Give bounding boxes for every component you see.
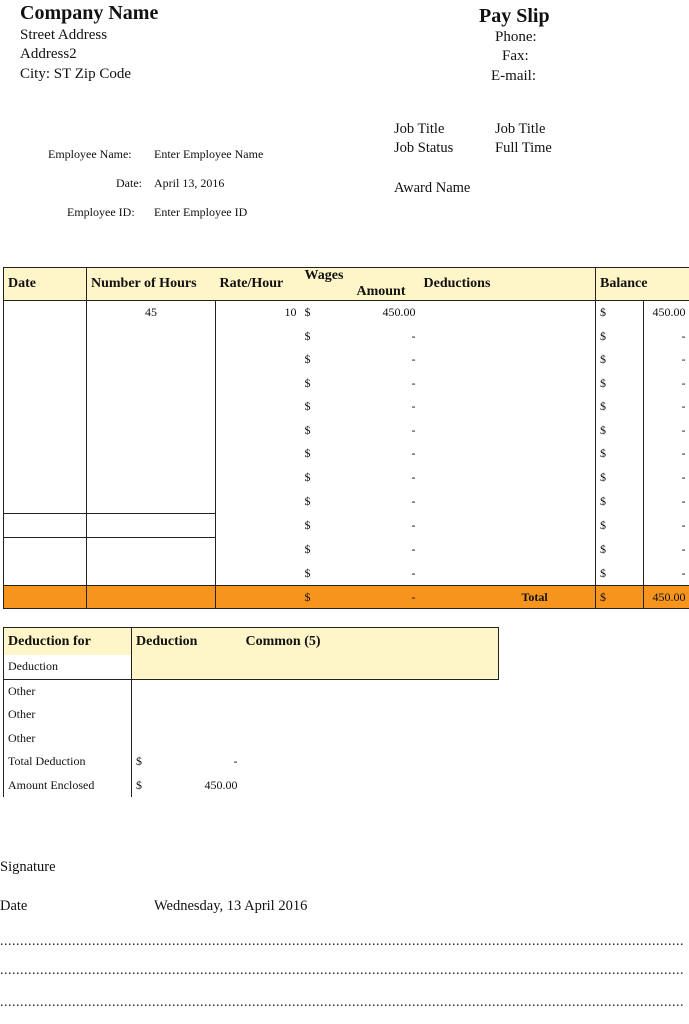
pay-row-amount: - [411,542,416,556]
pay-row-balance: - [644,489,689,513]
amount-enclosed-row [4,774,499,798]
pay-row-rate [216,395,301,419]
pay-row-hours [87,489,216,513]
pay-row-date [4,395,87,419]
deduction-other-label: Other [4,703,132,727]
pay-table-header [4,268,689,301]
pay-row-currency: $ [304,517,311,532]
deduction-other-label: Other [4,727,132,751]
signature-date-value: Wednesday, 13 April 2016 [154,898,308,914]
pay-row-date [4,466,87,490]
pay-row-date [4,372,87,396]
pay-row [4,395,689,419]
city-state-zip: City: ST Zip Code [20,66,131,82]
pay-row-balance: - [644,348,689,372]
pay-slip-title: Pay Slip [479,5,550,27]
pay-row-rate [216,348,301,372]
pay-row-rate [216,562,301,586]
pay-row-currency: $ [304,328,311,343]
pay-row-balance-currency: $ [596,348,644,372]
pay-row-currency: $ [304,565,311,580]
job-title-label: Job Title [394,121,445,137]
pay-row-deductions [420,562,596,586]
amount-enclosed-label: Amount Enclosed [4,774,132,798]
job-status-label: Job Status [394,140,454,156]
signature-label: Signature [0,859,56,875]
pay-row-amount: - [411,375,416,390]
col-hours-header: Number of Hours [87,268,216,301]
pay-row-date [4,513,87,538]
pay-row-balance: - [644,513,689,538]
pay-row-balance: - [644,325,689,349]
pay-row-currency: $ [304,399,311,414]
pay-row-balance-currency: $ [596,513,644,538]
pay-row-balance: - [644,466,689,490]
signature-date-label: Date [0,898,28,914]
pay-row-deductions [420,489,596,513]
job-title-value[interactable]: Job Title [495,121,546,137]
pay-row-balance-currency: $ [596,325,644,349]
pay-row-hours [87,348,216,372]
pay-row [4,466,689,490]
pay-row-amount: - [411,446,416,461]
pay-row [4,372,689,396]
deduction-other-label: Other [4,679,132,703]
pay-row-balance: - [644,538,689,562]
pay-row-amount: - [411,399,416,414]
signature-line-3[interactable]: ........................................................................................................................................................................... [0,995,684,1010]
pay-row-currency: $ [304,305,311,320]
pay-row-balance-currency: $ [596,562,644,586]
pay-row-hours: 45 [87,301,216,325]
employee-id-value[interactable]: Enter Employee ID [154,205,248,219]
pay-row-hours [87,466,216,490]
pay-row-deductions [420,372,596,396]
total-deduction-cell [132,750,242,774]
pay-row-deductions [420,325,596,349]
total-balance-currency: $ [596,586,644,609]
deduction-table-header [4,628,499,656]
deduction-subheader-blank [132,655,242,679]
pay-row-balance-currency: $ [596,419,644,443]
pay-row-rate [216,442,301,466]
deduction-table [3,627,499,797]
pay-row-date [4,325,87,349]
pay-row-date [4,489,87,513]
pay-row-date [4,562,87,586]
col-balance-header: Balance [596,268,689,301]
pay-row-rate [216,466,301,490]
pay-row-deductions [420,395,596,419]
employee-name-value[interactable]: Enter Employee Name [154,147,264,161]
pay-row [4,442,689,466]
col-rate-header: Rate/Hour [216,268,301,301]
pay-row-balance: - [644,562,689,586]
pay-row-amount: - [411,352,416,367]
phone-label: Phone: [495,29,537,45]
fax-label: Fax: [502,48,529,64]
email-label: E-mail: [491,68,536,84]
total-rate-blank [216,586,301,609]
company-name: Company Name [20,2,159,24]
job-status-value[interactable]: Full Time [495,140,552,156]
pay-row-deductions [420,301,596,325]
pay-row-balance: - [644,419,689,443]
pay-row-currency: $ [304,542,311,556]
pay-row [4,562,689,586]
pay-row-date [4,442,87,466]
pay-row-balance-currency: $ [596,538,644,562]
pay-row-rate: 10 [284,305,297,320]
common-header: Common (5) [242,628,499,656]
deduction-header: Deduction [132,628,242,656]
pay-row [4,419,689,443]
pay-row-currency: $ [304,446,311,461]
pay-row [4,538,689,562]
pay-row-balance-currency: $ [596,466,644,490]
wages-header-label: Wages [304,268,344,283]
col-deductions-header: Deductions [420,268,596,301]
pay-row [4,348,689,372]
pay-row-date [4,301,87,325]
pay-row-rate [216,513,301,538]
pay-row-amount: 450.00 [382,305,416,320]
deduction-subheader-row [4,655,499,679]
pay-row-deductions [420,538,596,562]
deduction-for-header: Deduction for [4,628,132,656]
pay-row-hours [87,562,216,586]
employee-id-label: Employee ID: [67,205,135,219]
pay-row-deductions [420,442,596,466]
pay-row-rate [216,372,301,396]
total-deduction-label: Total Deduction [4,750,132,774]
pay-row-rate [216,489,301,513]
total-deduction-row [4,750,499,774]
total-deduction-value: - [233,754,238,769]
pay-row-balance: - [644,372,689,396]
col-wages-header [301,268,420,301]
pay-row-date [4,419,87,443]
date-label: Date: [116,176,142,190]
total-deduction-currency: $ [136,754,142,769]
pay-row-currency: $ [304,352,311,367]
employee-name-label: Employee Name: [48,147,132,161]
award-name-label: Award Name [394,180,471,196]
pay-row-currency: $ [304,469,311,484]
amount-enclosed-currency: $ [136,777,142,792]
pay-row-rate [216,325,301,349]
pay-row-deductions [420,419,596,443]
pay-row [4,325,689,349]
pay-row-hours [87,442,216,466]
pay-row-amount: - [411,328,416,343]
pay-row [4,513,689,538]
pay-row-balance: - [644,442,689,466]
pay-row-date [4,348,87,372]
date-value[interactable]: April 13, 2016 [154,176,225,190]
deduction-subheader: Deduction [4,655,132,679]
amount-header-label: Amount [356,284,406,299]
pay-row-hours [87,395,216,419]
total-label: Total [420,586,596,609]
total-balance: 450.00 [644,586,689,609]
pay-row-hours [87,538,216,562]
pay-row-rate [216,419,301,443]
total-date-blank [4,586,87,609]
pay-row-hours [87,419,216,443]
pay-row-balance: 450.00 [644,301,689,325]
pay-row-hours [87,513,216,538]
pay-row-balance: - [644,395,689,419]
pay-row-currency: $ [304,422,311,437]
pay-row-hours [87,372,216,396]
deduction-row [4,703,499,727]
pay-row-deductions [420,466,596,490]
total-hours-blank [87,586,216,609]
pay-row-balance-currency: $ [596,442,644,466]
pay-row-amount: - [411,469,416,484]
pay-row-hours [87,325,216,349]
pay-table [3,267,689,609]
amount-enclosed-cell [132,774,242,798]
pay-row-balance-currency: $ [596,301,644,325]
signature-line-2[interactable]: ........................................................................................................................................................................... [0,963,684,978]
pay-row [4,489,689,513]
col-date-header: Date [4,268,87,301]
total-amount: - [325,586,420,609]
pay-row-amount: - [411,565,416,580]
pay-row-balance-currency: $ [596,372,644,396]
pay-row-currency: $ [304,375,311,390]
amount-enclosed-value: 450.00 [204,777,238,792]
pay-row-deductions [420,348,596,372]
pay-row-date [4,538,87,562]
deduction-row [4,679,499,703]
deduction-row [4,727,499,751]
street-address: Street Address [20,27,108,43]
pay-row-rate [216,538,301,562]
pay-row-amount: - [411,422,416,437]
common-subheader-blank [242,655,499,679]
pay-row [4,301,689,325]
pay-row-amount: - [411,517,416,532]
pay-row-deductions [420,513,596,538]
pay-row-amount: - [411,493,416,508]
total-currency: $ [301,586,325,609]
pay-row-balance-currency: $ [596,395,644,419]
pay-table-body [4,301,689,609]
pay-row-balance-currency: $ [596,489,644,513]
pay-row-currency: $ [304,493,311,508]
address-line-2: Address2 [20,46,77,62]
signature-line-1[interactable]: ........................................................................................................................................................................... [0,934,684,949]
pay-total-row [4,586,689,609]
